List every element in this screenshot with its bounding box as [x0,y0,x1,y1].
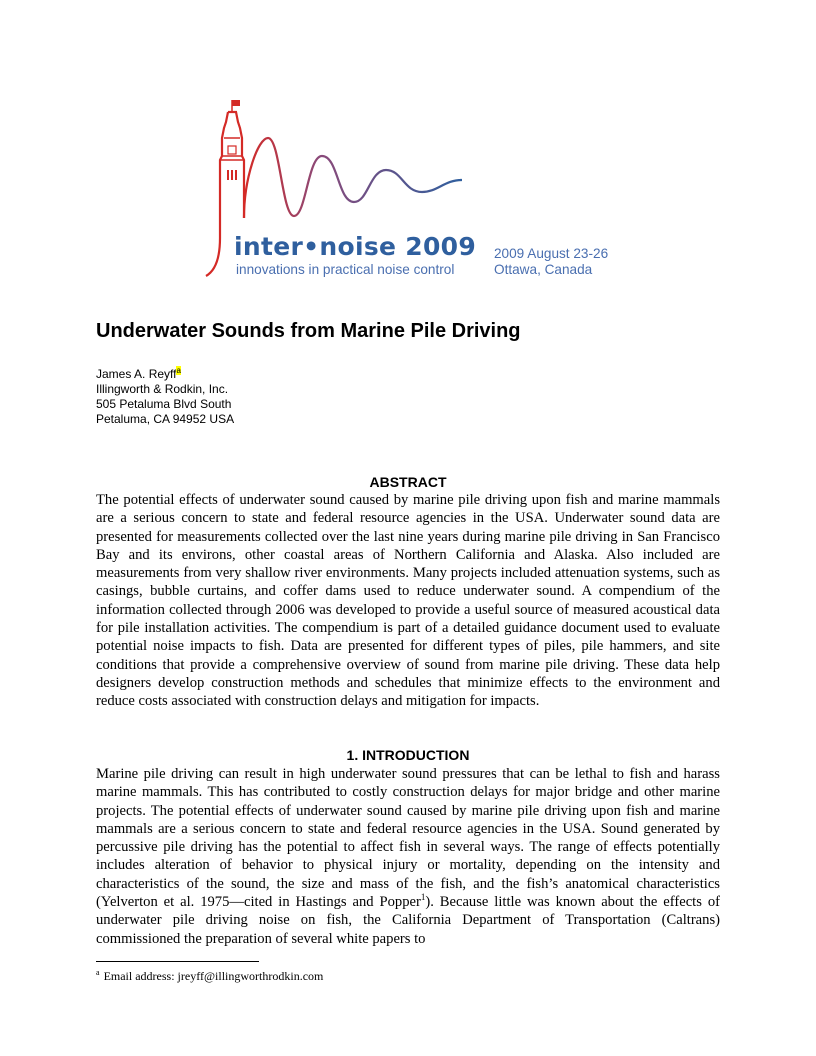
conference-tagline: innovations in practical noise control [236,262,455,277]
paper-title: Underwater Sounds from Marine Pile Driving [96,320,521,342]
introduction-text-part2: ). Because little was known about the effects of underwater pile driving noise on fish, the California Department of Transportation (Caltrans) commissioned the preparation of several white papers to [96,894,720,947]
abstract-heading: ABSTRACT [369,474,447,490]
footnote-divider [96,961,259,962]
conference-logo [198,98,628,283]
author-address-line1: 505 Petaluma Blvd South [96,397,232,411]
abstract-text: The potential effects of underwater sound caused by marine pile driving upon fish and marine mammals are a serious concern to state and federal resource agencies in the USA. Underwater sound data are presented for measurements collected over the last nine years during marine pile driving in San Francisco Bay and its environs, other coastal areas of Northern California and Alaska. Also included are measurements from very shallow river environments. Many projects included attenuation systems, such as casings, bubble curtains, and coffer dams used to reduce underwater sound. A compendium of the information collected through 2006 was developed to provide a useful source of measured acoustical data for pile installation activities. The compendium is part of a detailed guidance document used to evaluate potential noise impacts to fish. Data are presented for different types of piles, pile hammers, and site conditions that provide a comprehensive overview of sound from marine pile driving. These data help designers develop construction methods and schedules that minimize effects to the environment and reduce costs associated with construction delays and mitigation for impacts. [96,492,720,710]
introduction-heading: 1. INTRODUCTION [346,747,470,763]
author-name: James A. Reyff [96,367,177,381]
author-affiliation: Illingworth & Rodkin, Inc. [96,382,229,396]
conference-name: inter•noise 2009 [234,232,477,261]
author-block [96,367,234,427]
introduction-text-part1: Marine pile driving can result in high underwater sound pressures that can be lethal to fish and harass marine mammals. This has contributed to costly construction delays for major bridge and other marine projects. The potential effects of underwater sound caused by marine pile driving upon fish and marine mammals are a serious concern to state and federal resource agencies in the USA. Sound generated by percussive pile driving has the potential to affect fish in several ways. The range of effects potentially includes alteration of behavior to physical injury or mortality, depending on the intensity and characteristics of the sound, the size and mass of the fish, and the fish’s anatomical characteristics (Yelverton et al. 1975—cited in Hastings and Popper [96,766,720,911]
footnote-mark: a [96,968,100,977]
conference-date: 2009 August 23-26 [494,246,609,261]
conference-location: Ottawa, Canada [494,262,593,277]
author-footnote-mark: a [176,366,181,375]
footnote [96,969,323,984]
reference-mark: 1 [420,892,426,903]
footnote-text: Email address: jreyff@illingworthrodkin.com [103,969,324,983]
author-name-line [96,367,234,382]
author-address-line2: Petaluma, CA 94952 USA [96,412,235,426]
introduction-text [96,765,720,948]
